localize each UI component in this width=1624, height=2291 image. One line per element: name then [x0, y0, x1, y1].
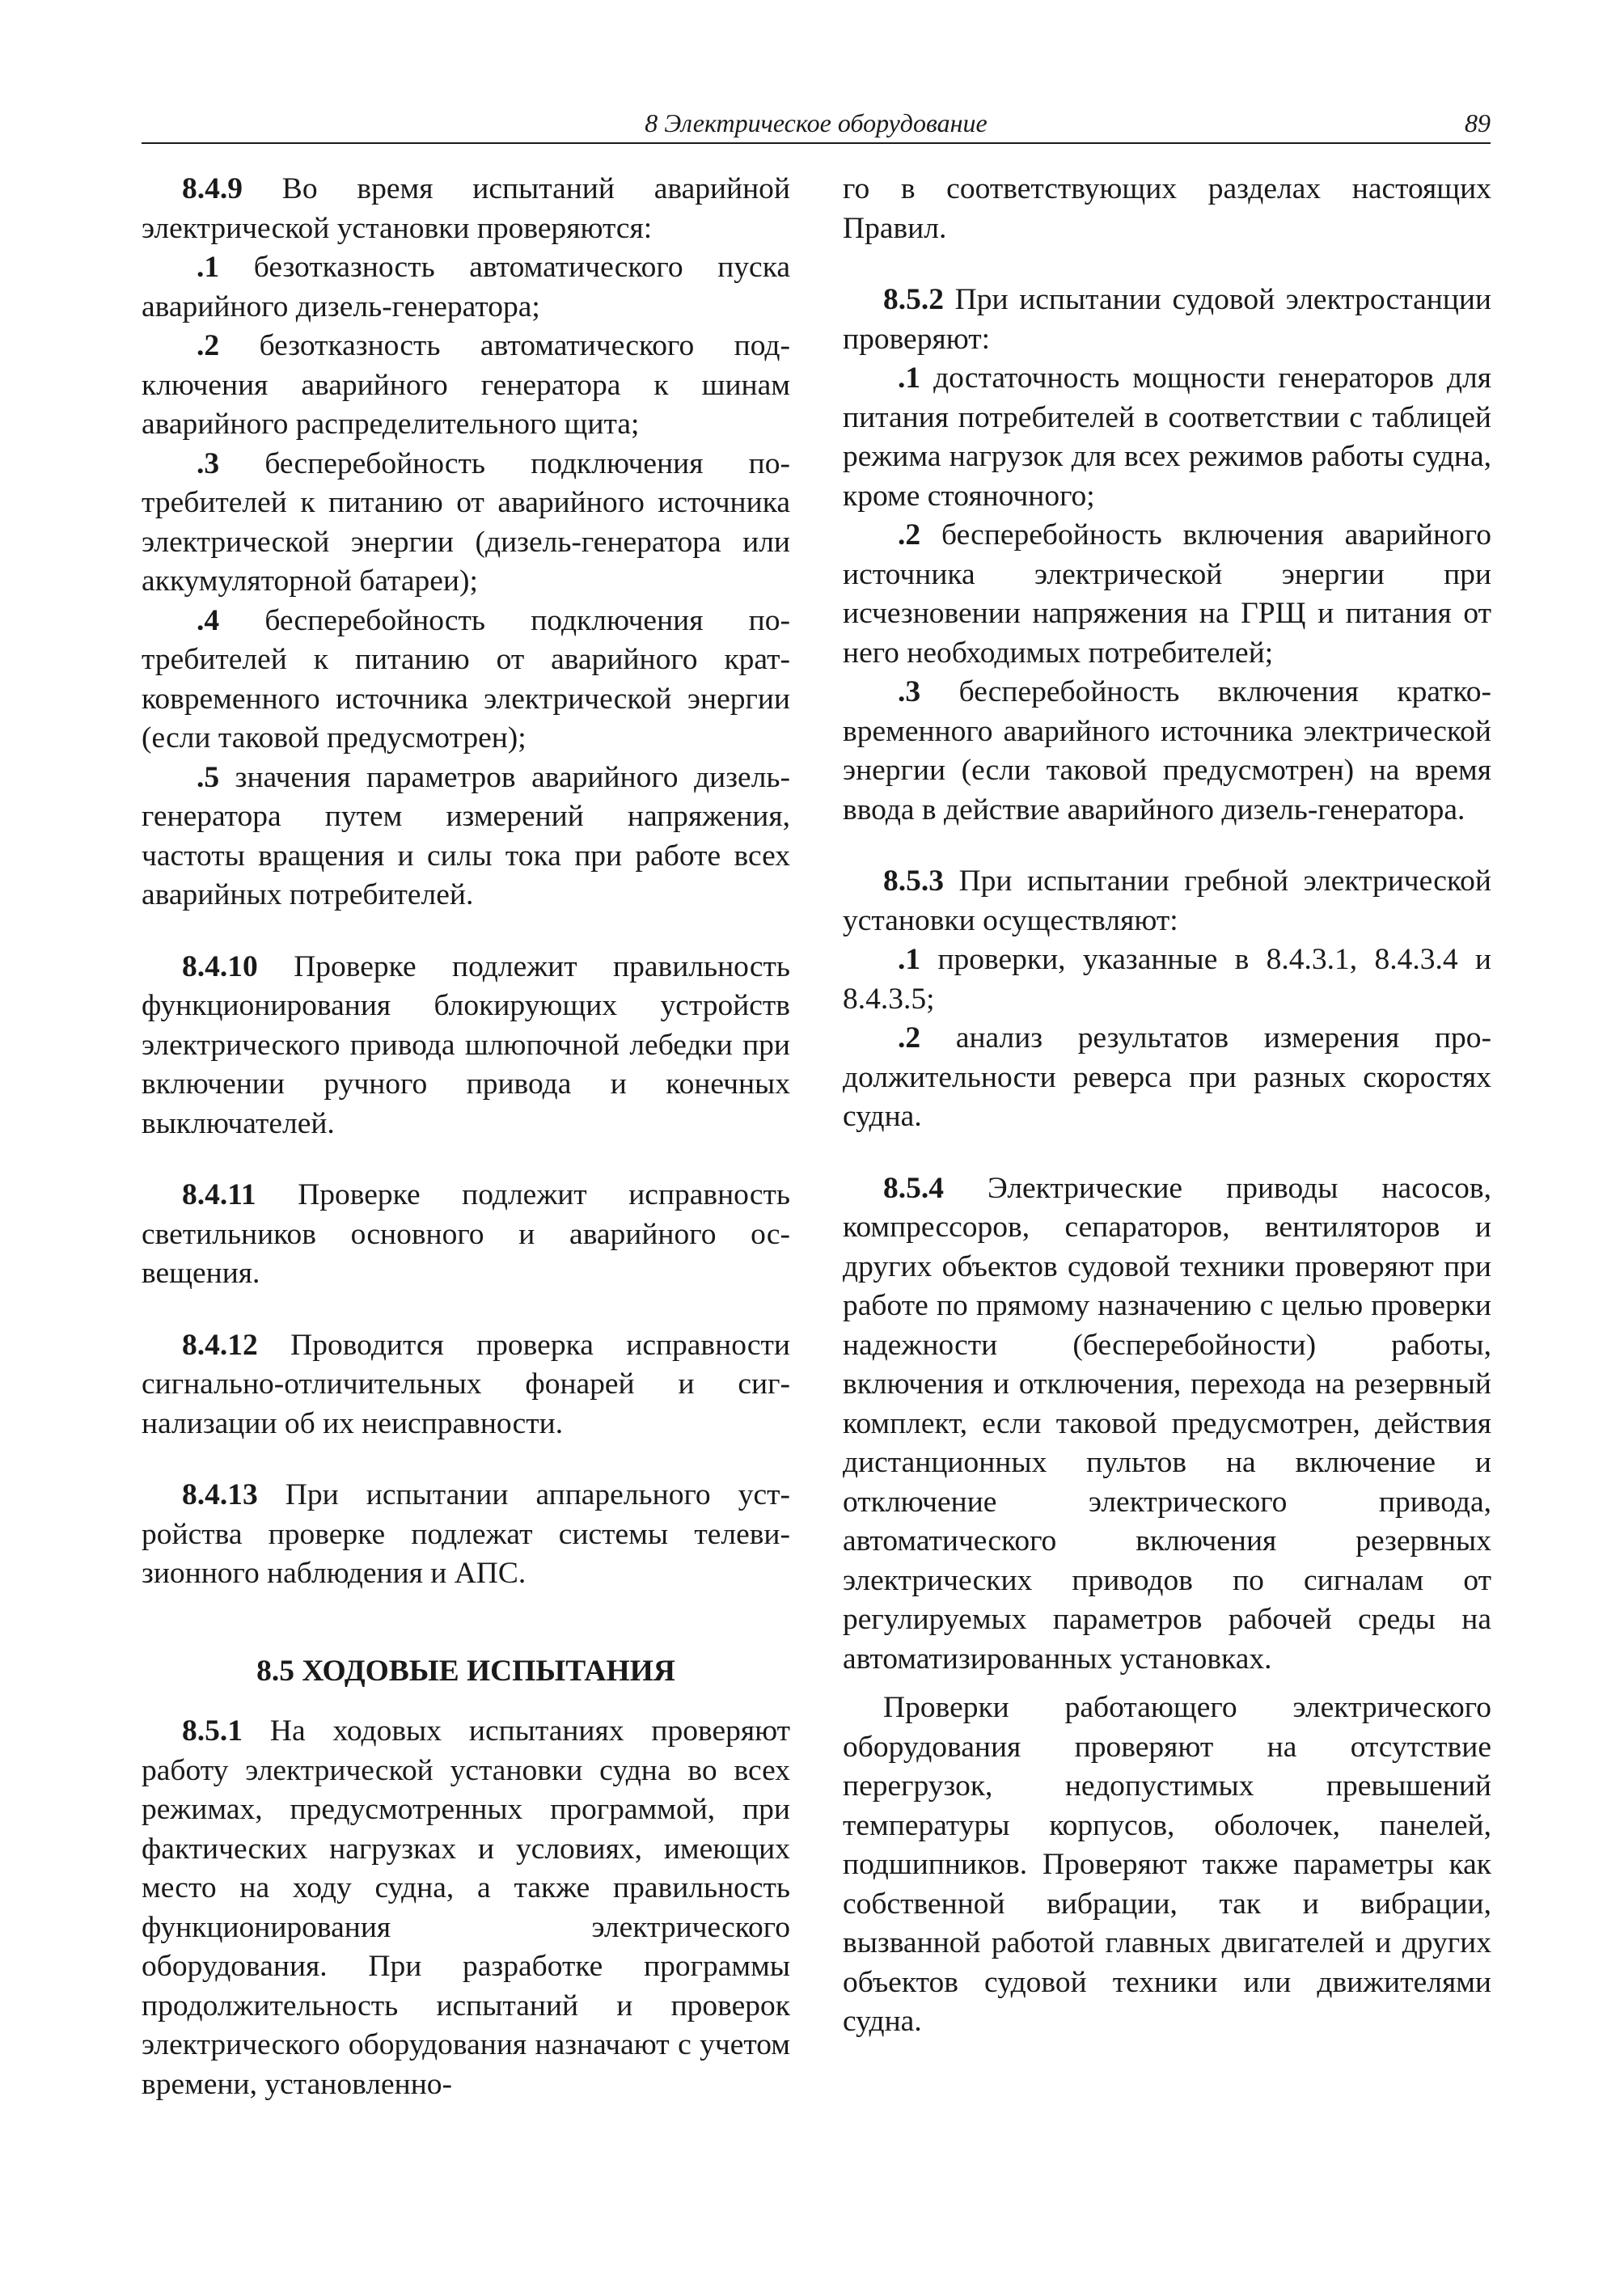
item-number: .1 — [898, 361, 921, 395]
clause-text: Проверке подлежит правильность функционирования блокирующих устройств электрического привода шлюпочной лебедки при включении ручного привода и конечных выключателей. — [142, 949, 790, 1140]
item-text: бесперебойность включения аварийного источника электрической энергии при исчезновении напряжения на ГРЩ и питания от него необходимых потребителей; — [843, 518, 1491, 670]
item-number: .4 — [197, 603, 220, 637]
item-text: достаточность мощности генераторов для питания потребителей в соответствии с таблицей режима нагрузок для всех режимов работы судна, кроме стояночного; — [843, 361, 1491, 513]
clause-number: 8.4.12 — [182, 1328, 258, 1362]
clause-8-5-4-paragraph-2: Проверки работающего электрического оборудования проверяют на отсутствие перегрузок, недопустимых превышений температуры корпусов, оболочек, панелей, подшипников. Проверяют также параметры как собственной вибрации, так и вибрации, вызванной работой главных двигателей и других объектов судовой техники или движителями судна. — [843, 1691, 1491, 2038]
running-header — [142, 105, 1491, 144]
section-heading: 8.5 ХОДОВЫЕ ИСПЫТАНИЯ — [256, 1654, 675, 1688]
clause-text: Во время испытаний аварийной электрической установки проверяются: — [142, 172, 790, 245]
clause-text: При испытании судовой электростанции проверяют: — [843, 283, 1491, 356]
item-number: .3 — [898, 675, 921, 708]
clause-item — [843, 940, 1491, 1019]
item-number: .2 — [898, 1021, 921, 1055]
page-number: 89 — [1465, 108, 1491, 137]
clause-item — [843, 1019, 1491, 1137]
clause-item — [843, 359, 1491, 516]
item-text: значения параметров аварийного дизель-генератора путем измерений напряжения, частоты вращения и силы тока при работе всех аварийных потребителей. — [142, 760, 790, 911]
clause-8-5-2 — [843, 281, 1491, 359]
clause-number: 8.5.4 — [883, 1171, 944, 1205]
clause-8-5-1 — [142, 1712, 790, 2104]
clause-8-4-11 — [142, 1176, 790, 1294]
clause-8-5-1-continued: го в соответствующих разделах настоящих Правил. — [843, 172, 1491, 245]
clause-8-5-3 — [843, 862, 1491, 940]
clause-item — [142, 327, 790, 445]
item-number: .1 — [898, 943, 921, 976]
item-text: анализ результатов измерения продолжительности реверса при разных скоростях судна. — [843, 1021, 1491, 1133]
clause-text: Проводится проверка исправности сигнально-отличительных фонарей и сигнализации об их неисправности. — [142, 1328, 790, 1440]
clause-number: 8.5.3 — [883, 864, 944, 898]
item-number: .2 — [898, 518, 921, 552]
clause-item — [142, 445, 790, 602]
clause-text: При испытании аппарельного устройства проверке подлежат системы телевизионного наблюдения и АПС. — [142, 1478, 790, 1590]
clause-8-4-12 — [142, 1326, 790, 1444]
clause-item — [843, 516, 1491, 673]
clause-item — [843, 673, 1491, 830]
clause-number: 8.5.1 — [182, 1714, 243, 1748]
left-column — [142, 170, 790, 2104]
item-number: .3 — [197, 446, 220, 480]
clause-number: 8.4.13 — [182, 1478, 258, 1511]
item-number: .1 — [197, 251, 220, 284]
clause-item — [142, 759, 790, 915]
clause-8-4-9 — [142, 170, 790, 248]
item-text: бесперебойность подключения потребителей к питанию от аварийного кратковременного источника электрической энергии (если таковой предусмотрен); — [142, 603, 790, 755]
clause-text: Проверке подлежит исправность светильников основного и аварийного освещения. — [142, 1178, 790, 1290]
item-text: безотказность автоматического подключения аварийного генератора к шинам аварийного распределительного щита; — [142, 329, 790, 441]
clause-number: 8.5.2 — [883, 283, 944, 316]
item-number: .5 — [197, 760, 220, 794]
clause-8-5-4 — [843, 1169, 1491, 1680]
chapter-title: 8 Электрическое оборудование — [645, 108, 988, 137]
clause-8-4-10 — [142, 948, 790, 1144]
item-text: проверки, указанные в 8.4.3.1, 8.4.3.4 и 8.4.3.5; — [843, 943, 1491, 1016]
clause-item — [142, 602, 790, 759]
clause-text: На ходовых испытаниях проверяют работу электрической установки судна во всех режимах, предусмотренных программой, при фактических нагрузках и условиях, имеющих место на ходу судна, а также правильность функционирования электрического оборудования. При разработке программы продолжительность испытаний и проверок электрического оборудования назначают с учетом времени, установленно- — [142, 1714, 790, 2101]
clause-8-4-13 — [142, 1476, 790, 1594]
clause-text: Электрические приводы насосов, компрессоров, сепараторов, вентиляторов и других объектов судовой техники проверяют при работе по прямому назначению с целью проверки надежности (бесперебойности) работы, включения и отключения, перехода на резервный комплект, если таковой предусмотрен, действия дистанционных пультов на включение и отключение электрического привода, автоматического включения резервных электрических приводов по сигналам от регулируемых параметров рабочей среды на автоматизированных установках. — [843, 1171, 1491, 1676]
right-column — [843, 170, 1491, 2042]
clause-number: 8.4.9 — [182, 172, 243, 205]
item-text: безотказность автоматического пуска аварийного дизель-генератора; — [142, 251, 790, 323]
clause-text: При испытании гребной электрической установки осуществляют: — [843, 864, 1491, 937]
item-text: бесперебойность подключения потребителей к питанию от аварийного источника электрической энергии (дизель-генератора или аккумуляторной батареи); — [142, 446, 790, 598]
clause-number: 8.4.11 — [182, 1178, 256, 1211]
clause-number: 8.4.10 — [182, 949, 258, 983]
item-text: бесперебойность включения кратковременного аварийного источника электрической энергии (если таковой предусмотрен) на время ввода в действие аварийного дизель-генератора. — [843, 675, 1491, 826]
item-number: .2 — [197, 329, 220, 362]
clause-item — [142, 248, 790, 327]
